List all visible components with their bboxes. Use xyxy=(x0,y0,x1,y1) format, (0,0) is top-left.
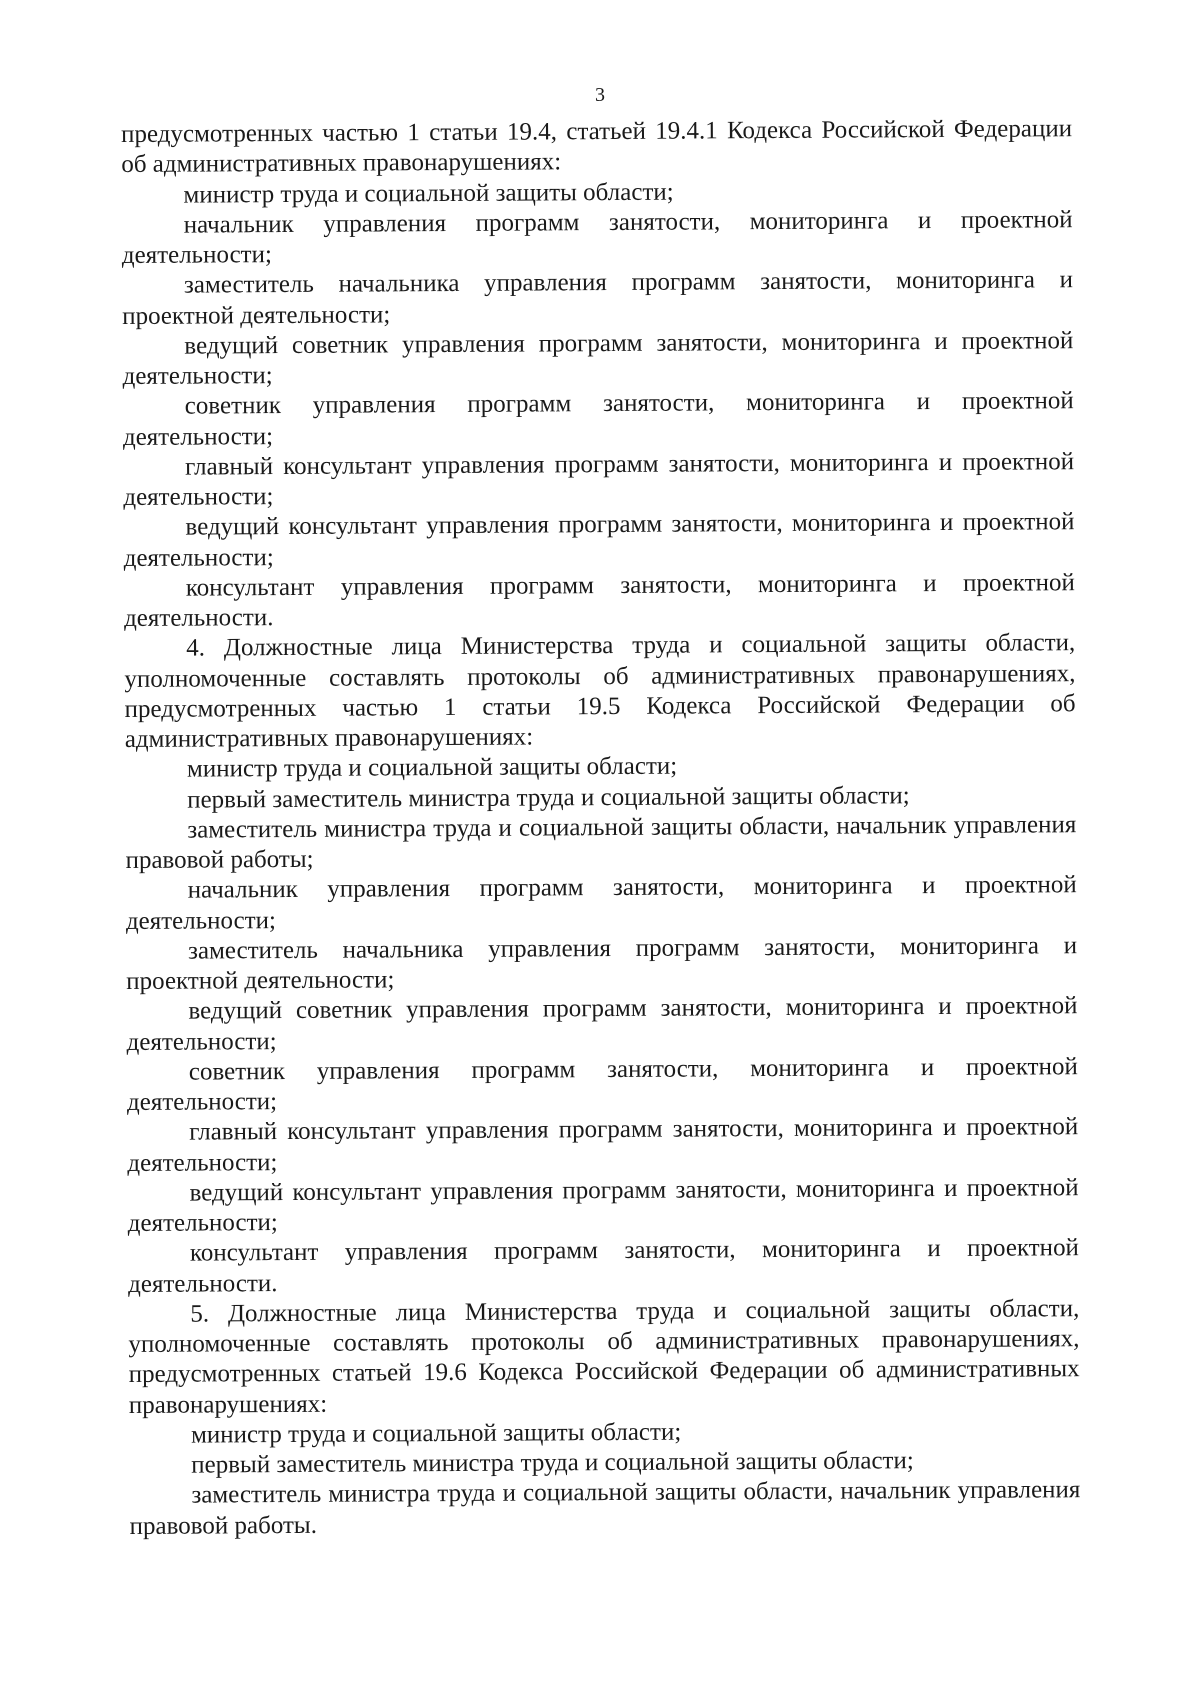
paragraph-continuation: предусмотренных частью 1 статьи 19.4, статьей 19.4.1 Кодекса Российской Федерации об административных правонарушениях: xyxy=(121,115,1073,179)
list-item-position: ведущий советник управления программ занятости, мониторинга и проектной деятельности; xyxy=(126,992,1078,1056)
list-item-position: заместитель начальника управления программ занятости, мониторинга и проектной деятельности; xyxy=(122,266,1074,330)
section-4-heading-paragraph: 4. Должностные лица Министерства труда и социальной защиты области, уполномоченные составлять протоколы об административных правонарушениях, предусмотренных частью 1 статьи 19.5 Кодекса Российской Федерации об административных правонарушениях: xyxy=(124,629,1076,753)
list-item-position: главный консультант управления программ занятости, мониторинга и проектной деятельности; xyxy=(127,1113,1079,1177)
list-item-position: заместитель министра труда и социальной защиты области, начальник управления правовой работы. xyxy=(129,1476,1081,1540)
list-item-position: консультант управления программ занятости, мониторинга и проектной деятельности. xyxy=(123,568,1075,632)
list-item-position: советник управления программ занятости, мониторинга и проектной деятельности; xyxy=(126,1052,1078,1116)
list-item-position: заместитель начальника управления программ занятости, мониторинга и проектной деятельности; xyxy=(126,931,1078,995)
list-item-position: консультант управления программ занятости, мониторинга и проектной деятельности. xyxy=(128,1234,1079,1298)
list-item-position: заместитель министра труда и социальной защиты области, начальник управления правовой работы; xyxy=(125,810,1077,874)
list-item-position: министр труда и социальной защиты области; xyxy=(190,1418,682,1449)
list-item-position: ведущий консультант управления программ занятости, мониторинга и проектной деятельности; xyxy=(123,508,1075,572)
list-item-position: первый заместитель министра труда и социальной защиты области; xyxy=(187,781,910,814)
list-item-position: министр труда и социальной защиты области; xyxy=(186,752,678,783)
list-item-position: ведущий советник управления программ занятости, мониторинга и проектной деятельности; xyxy=(122,326,1074,390)
list-item-position: первый заместитель министра труда и социальной защиты области; xyxy=(191,1447,914,1479)
document-body xyxy=(121,114,1081,1542)
list-item-position: начальник управления программ занятости, мониторинга и проектной деятельности; xyxy=(121,205,1073,269)
list-item-position: ведущий консультант управления программ занятости, мониторинга и проектной деятельности; xyxy=(127,1173,1079,1237)
list-item-position: начальник управления программ занятости, мониторинга и проектной деятельности; xyxy=(125,871,1077,935)
section-5-heading-paragraph: 5. Должностные лица Министерства труда и социальной защиты области, уполномоченные составлять протоколы об административных правонарушениях, предусмотренных статьей 19.6 Кодекса Российской Федерации об административных правонарушениях: xyxy=(128,1294,1080,1419)
list-item-position: советник управления программ занятости, мониторинга и проектной деятельности; xyxy=(122,387,1074,451)
page-number: 3 xyxy=(595,84,605,106)
list-item-position: министр труда и социальной защиты области; xyxy=(183,178,674,209)
list-item-position: главный консультант управления программ занятости, мониторинга и проектной деятельности; xyxy=(123,447,1075,511)
